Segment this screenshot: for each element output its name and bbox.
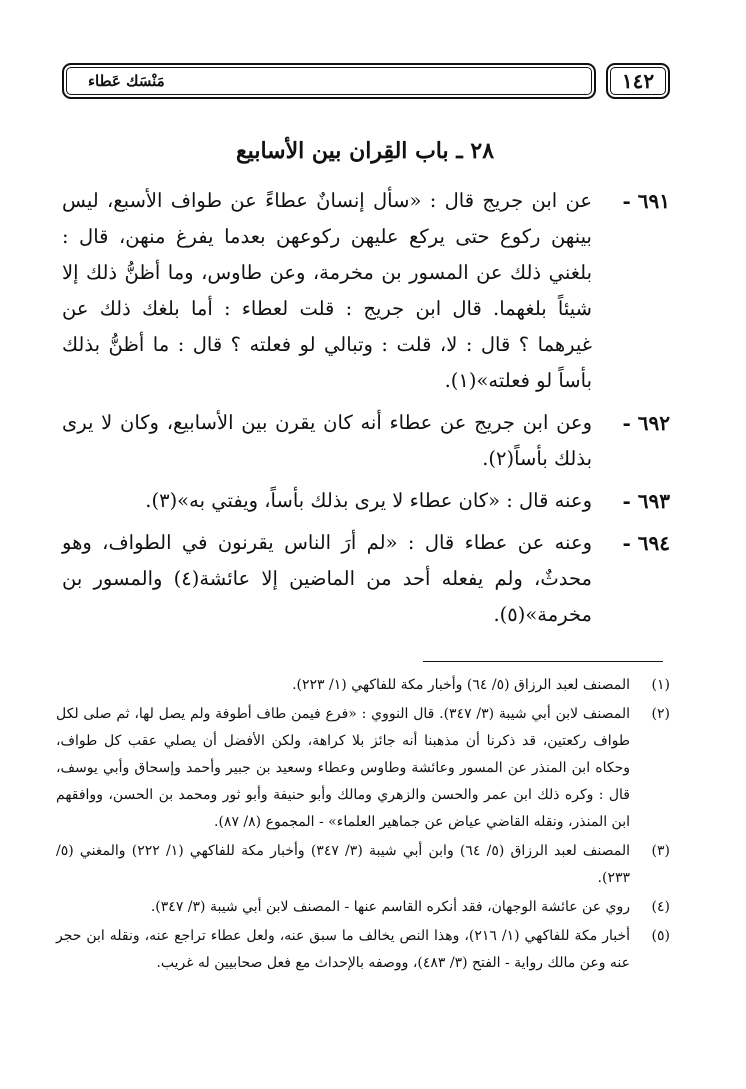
entry-694 bbox=[62, 525, 670, 633]
footnote-text: روي عن عائشة الوجهان، فقد أنكره القاسم عنها - المصنف لابن أبي شيبة (٣/ ٣٤٧). bbox=[150, 899, 630, 915]
footnote-separator bbox=[423, 661, 663, 662]
entry-text: وعنه قال : «كان عطاء لا يرى بذلك بأساً، ويفتي به»(٣). bbox=[145, 489, 592, 512]
footnotes bbox=[56, 672, 670, 979]
entry-number: ٦٩٣ - bbox=[622, 489, 670, 513]
footnote-text: المصنف لابن أبي شيبة (٣/ ٣٤٧). قال النووي : «فرع فيمن طاف أطوفة ولم يصل لها، ثم صلى لكل طواف ركعتين، قد ذكرنا أن مذهبنا أنه جائز بلا كراهة، ولكن الأفضل أن يصلي عقب كل طواف، وحكاه ابن المنذر عن المسور وعائشة وطاوس وعطاء وسعيد بن جبير وأحمد وإسحاق وأبي يوسف، قال : وكره ذلك ابن عمر والحسن والزهري ومالك وأبو حنيفة وأبو ثور ومحمد بن الحسن، ووافقهم ابن المنذر، ونقله القاضي عياض عن جماهير العلماء» - المجموع (٨/ ٨٧). bbox=[56, 706, 630, 830]
chapter-heading: ٢٨ ـ باب القِران بين الأسابيع bbox=[235, 138, 495, 164]
page-number: ١٤٢ bbox=[621, 69, 655, 93]
footnote-number: (٥) bbox=[651, 928, 670, 944]
entry-text: وعنه عن عطاء قال : «لم أرَ الناس يقرنون في الطواف، وهو محدثٌ، ولم يفعله أحد من الماضين إلا عائشة(٤) والمسور بن مخرمة»(٥). bbox=[62, 531, 592, 626]
entry-692 bbox=[62, 405, 670, 477]
entry-number: ٦٩٢ - bbox=[622, 411, 670, 435]
footnote-1 bbox=[56, 672, 670, 699]
footnote-number: (٢) bbox=[651, 706, 670, 722]
entry-691 bbox=[62, 183, 670, 399]
entry-693 bbox=[62, 483, 670, 519]
header-title-box bbox=[62, 63, 596, 99]
page-number-box bbox=[606, 63, 670, 99]
entry-number: ٦٩١ - bbox=[622, 189, 670, 213]
entry-text: وعن ابن جريج عن عطاء أنه كان يقرن بين الأسابيع، وكان لا يرى بذلك بأساً(٢). bbox=[62, 411, 592, 470]
footnote-3 bbox=[56, 838, 670, 892]
header-title: مَنْسَك عَطاء bbox=[88, 72, 165, 90]
footnote-text: أخبار مكة للفاكهي (١/ ٢١٦)، وهذا النص يخالف ما سبق عنه، ولعل عطاء تراجع عنه، ونقله ابن حجر عنه وعن مالك رواية - الفتح (٣/ ٤٨٣)، ووصفه بالإحداث مع فعل صحابيين له غريب. bbox=[56, 928, 630, 971]
running-header bbox=[62, 63, 670, 103]
footnote-text: المصنف لعبد الرزاق (٥/ ٦٤) وأخبار مكة للفاكهي (١/ ٢٢٣). bbox=[292, 677, 630, 693]
footnote-number: (٤) bbox=[651, 899, 670, 915]
footnote-number: (٣) bbox=[651, 843, 670, 859]
main-text bbox=[62, 183, 670, 639]
entry-number: ٦٩٤ - bbox=[622, 531, 670, 555]
footnote-5 bbox=[56, 923, 670, 977]
entry-text: عن ابن جريج قال : «سأل إنسانٌ عطاءً عن طواف الأسبع، ليس بينهن ركوع حتى يركع عليهن ركوعهن بعدما يفرغ منهن، قال : بلغني ذلك عن المسور بن مخرمة، وعن طاوس، وما أظنُّ ذلك إلا شيئاً بلغهما. قال ابن جريج : قلت لعطاء : أما بلغك ذلك عن غيرهما ؟ قال : لا، قلت : وتبالي لو فعلته ؟ قال : ما أظنُّ بذلك بأساً لو فعلته»(١). bbox=[62, 189, 592, 392]
footnote-2 bbox=[56, 701, 670, 836]
footnote-4 bbox=[56, 894, 670, 921]
footnote-number: (١) bbox=[651, 677, 670, 693]
footnote-text: المصنف لعبد الرزاق (٥/ ٦٤) وابن أبي شيبة (٣/ ٣٤٧) وأخبار مكة للفاكهي (١/ ٢٢٢) والمغني (٥/ ٢٣٣). bbox=[56, 843, 631, 886]
